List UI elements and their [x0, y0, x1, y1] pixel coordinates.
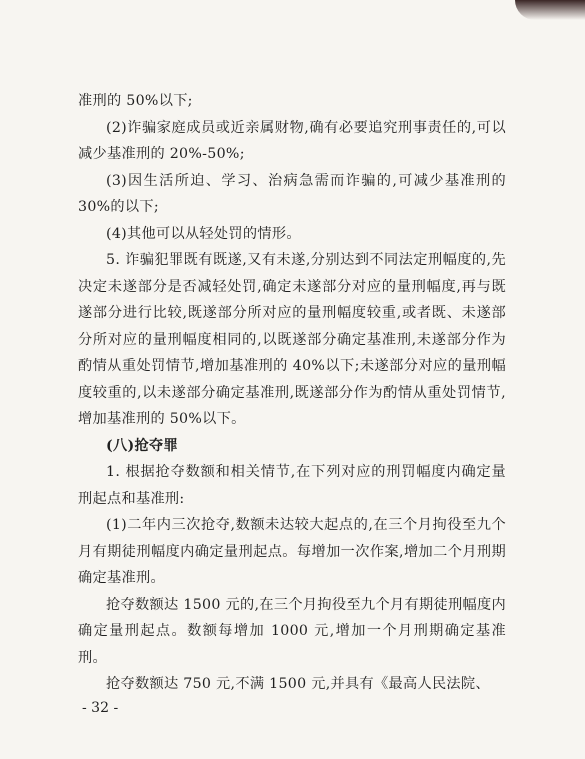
section-heading: (八)抢夺罪 — [106, 437, 178, 454]
paragraph: 抢夺数额达 750 元,不满 1500 元,并具有《最高人民法院、 — [106, 676, 490, 692]
paragraph: (2)诈骗家庭成员或近亲属财物,确有必要追究刑事责任的,可以减少基准刑的 20%-50%; — [78, 119, 506, 162]
paragraph: (4)其他可以从轻处罚的情形。 — [106, 225, 301, 242]
document-body — [78, 88, 506, 698]
paragraph: 抢夺数额达 1500 元的,在三个月拘役至九个月有期徒刑幅度内确定量刑起点。数额每增加 1000 元,增加一个月刑期确定基准刑。 — [78, 596, 506, 666]
paragraph: (3)因生活所迫、学习、治病急需而诈骗的,可减少基准刑的 30%的以下; — [78, 172, 506, 215]
paragraph: 1. 根据抢夺数额和相关情节,在下列对应的刑罚幅度内确定量刑起点和基准刑: — [78, 464, 506, 507]
paragraph: 准刑的 50%以下; — [78, 93, 193, 109]
page-number: - 32 - — [82, 700, 119, 716]
scan-edge-shadow — [515, 0, 585, 20]
paragraph: (1)二年内三次抢夺,数额未达较大起点的,在三个月拘役至九个月有期徒刑幅度内确定量刑起点。每增加一次作案,增加二个月刑期确定基准刑。 — [78, 517, 506, 586]
paragraph: 5. 诈骗犯罪既有既遂,又有未遂,分别达到不同法定刑幅度的,先决定未遂部分是否减轻处罚,确定未遂部分对应的量刑幅度,再与既遂部分进行比较,既遂部分所对应的量刑幅度较重,或者既、未遂部分所对应的量刑幅度相同的,以既遂部分确定基准刑,未遂部分作为酌情从重处罚情节,增加基准刑的 40%以下;未遂部分对应的量刑幅度较重的,以未遂部分确定基准刑,既遂部分作为酌情从重处罚情节,增加基准刑的 50%以下。 — [78, 252, 506, 427]
